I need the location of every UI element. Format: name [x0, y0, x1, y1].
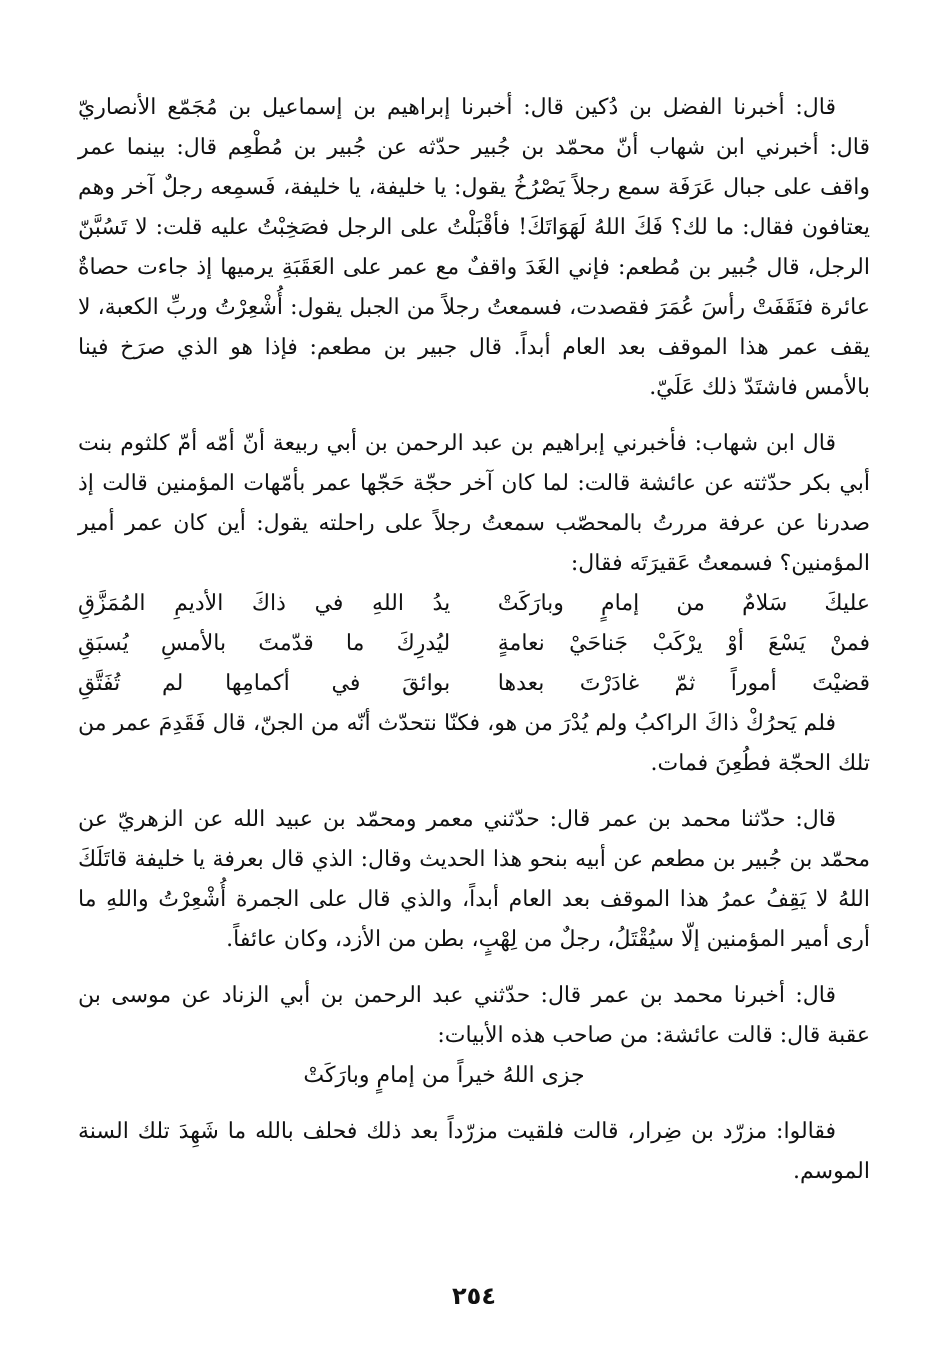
- verse-second-half: يدُ اللهِ في ذاكَ الأديمِ المُمَزَّقِ: [78, 591, 451, 616]
- paragraph-2: قال ابن شهاب: فأخبرني إبراهيم بن عبد الرحمن بن أبي ربيعة أنّ أمّه أمّ كلثوم بنت أبي بكر حدّثته عن عائشة قالت: لما كان آخر حجّة حَجّها عمر بأمّهات المؤمنين قالت إذ صدرنا عن عرفة مررتُ بالمحصّب سمعتُ رجلاً على راحلته يقول: أين كان عمر أمير المؤمنين؟ فسمعتُ عَقيرَتَه فقال:: [78, 431, 870, 576]
- page-text: [78, 88, 870, 1192]
- paragraph-5: قال: أخبرنا محمد بن عمر قال: حدّثني عبد الرحمن بن أبي الزناد عن موسى بن عقبة قال: قالت عائشة: من صاحب هذه الأبيات:: [78, 983, 870, 1048]
- paragraph-4: قال: حدّثنا محمد بن عمر قال: حدّثني معمر ومحمّد بن عبيد الله عن الزهريّ عن محمّد بن جُبير بن مطعم عن أبيه بنحو هذا الحديث وقال: الذي قال بعرفة يا خليفة قاتَلَكَ اللهُ لا يَقِفُ عمرُ هذا الموقف بعد العام أبداً، والذي قال على الجمرة أُشْعِرْتُ واللهِ ما أرى أمير المؤمنين إلّا سيُقْتَلُ، رجلٌ من لِهْبٍ، بطن من الأزد، وكان عائفاً.: [78, 807, 870, 952]
- single-verse: جزى اللهُ خيراً من إمامٍ وبارَكَتْ: [303, 1063, 585, 1088]
- paragraph-6: فقالوا: مزرّد بن ضِرار، قالت فلقيت مزرّداً بعد ذلك فحلف بالله ما شَهِدَ تلك السنة الموسم.: [78, 1119, 870, 1184]
- poem-verse-2: [78, 624, 870, 664]
- paragraph-1: قال: أخبرنا الفضل بن دُكين قال: أخبرنا إبراهيم بن إسماعيل بن مُجَمّع الأنصاريّ قال: أخبرني ابن شهاب أنّ محمّد بن جُبير حدّثه عن جُبير بن مُطْعِم قال: بينما عمر واقف على جبال عَرَفَة سمع رجلاً يَصْرُخُ يقول: يا خليفة، يا خليفة، فَسمِعه رجلٌ آخر وهم يعتافون فقال: ما لك؟ فَكَ اللهُ لَهَوَاتَكَ! فأقْبَلْتُ على الرجل فصَخِبْتُ عليه قلت: لا تَسُبَّنّ الرجل، قال جُبير بن مُطعم: فإني الغَدَ واقفٌ مع عمر على العَقَبَةِ يرميها إذ جاءت حصاةٌ عائرة فنَقَفَتْ رأسَ عُمَرَ فقصدت، فسمعتُ رجلاً من الجبل يقول: أُشْعِرْتُ وربِّ الكعبة، لا يقف عمر هذا الموقف بعد العام أبداً. قال جبير بن مطعم: فإذا هو الذي صرَخ فينا بالأمس فاشتَدّ ذلك عَلَيّ.: [78, 95, 870, 400]
- verse-second-half: ليُدرِكَ ما قدّمتَ بالأمسِ يُسبَقِ: [78, 631, 451, 656]
- verse-first-half: فمنْ يَسْعَ أوْ يرْكَبْ جَناحَيْ نعامةٍ: [497, 631, 870, 656]
- verse-first-half: عليكَ سَلامٌ من إمامٍ وبارَكَتْ: [497, 591, 870, 616]
- verse-second-half: بوائقَ في أكمامِها لم تُفَتَّقِ: [78, 671, 451, 696]
- poem: [78, 584, 870, 704]
- verse-first-half: قضيْتَ أموراً ثمّ غادَرْتَ بعدها: [497, 671, 870, 696]
- paragraph-3: فلم يَحرُكْ ذاكَ الراكبُ ولم يُدْرَ من هو، فكنّا نتحدّث أنّه من الجنّ، قال فَقَدِمَ عمر من تلك الحجّة فطُعِنَ فمات.: [78, 711, 870, 776]
- poem-verse-3: [78, 664, 870, 704]
- poem-verse-1: [78, 584, 870, 624]
- page-number: ٢٥٤: [452, 1282, 496, 1310]
